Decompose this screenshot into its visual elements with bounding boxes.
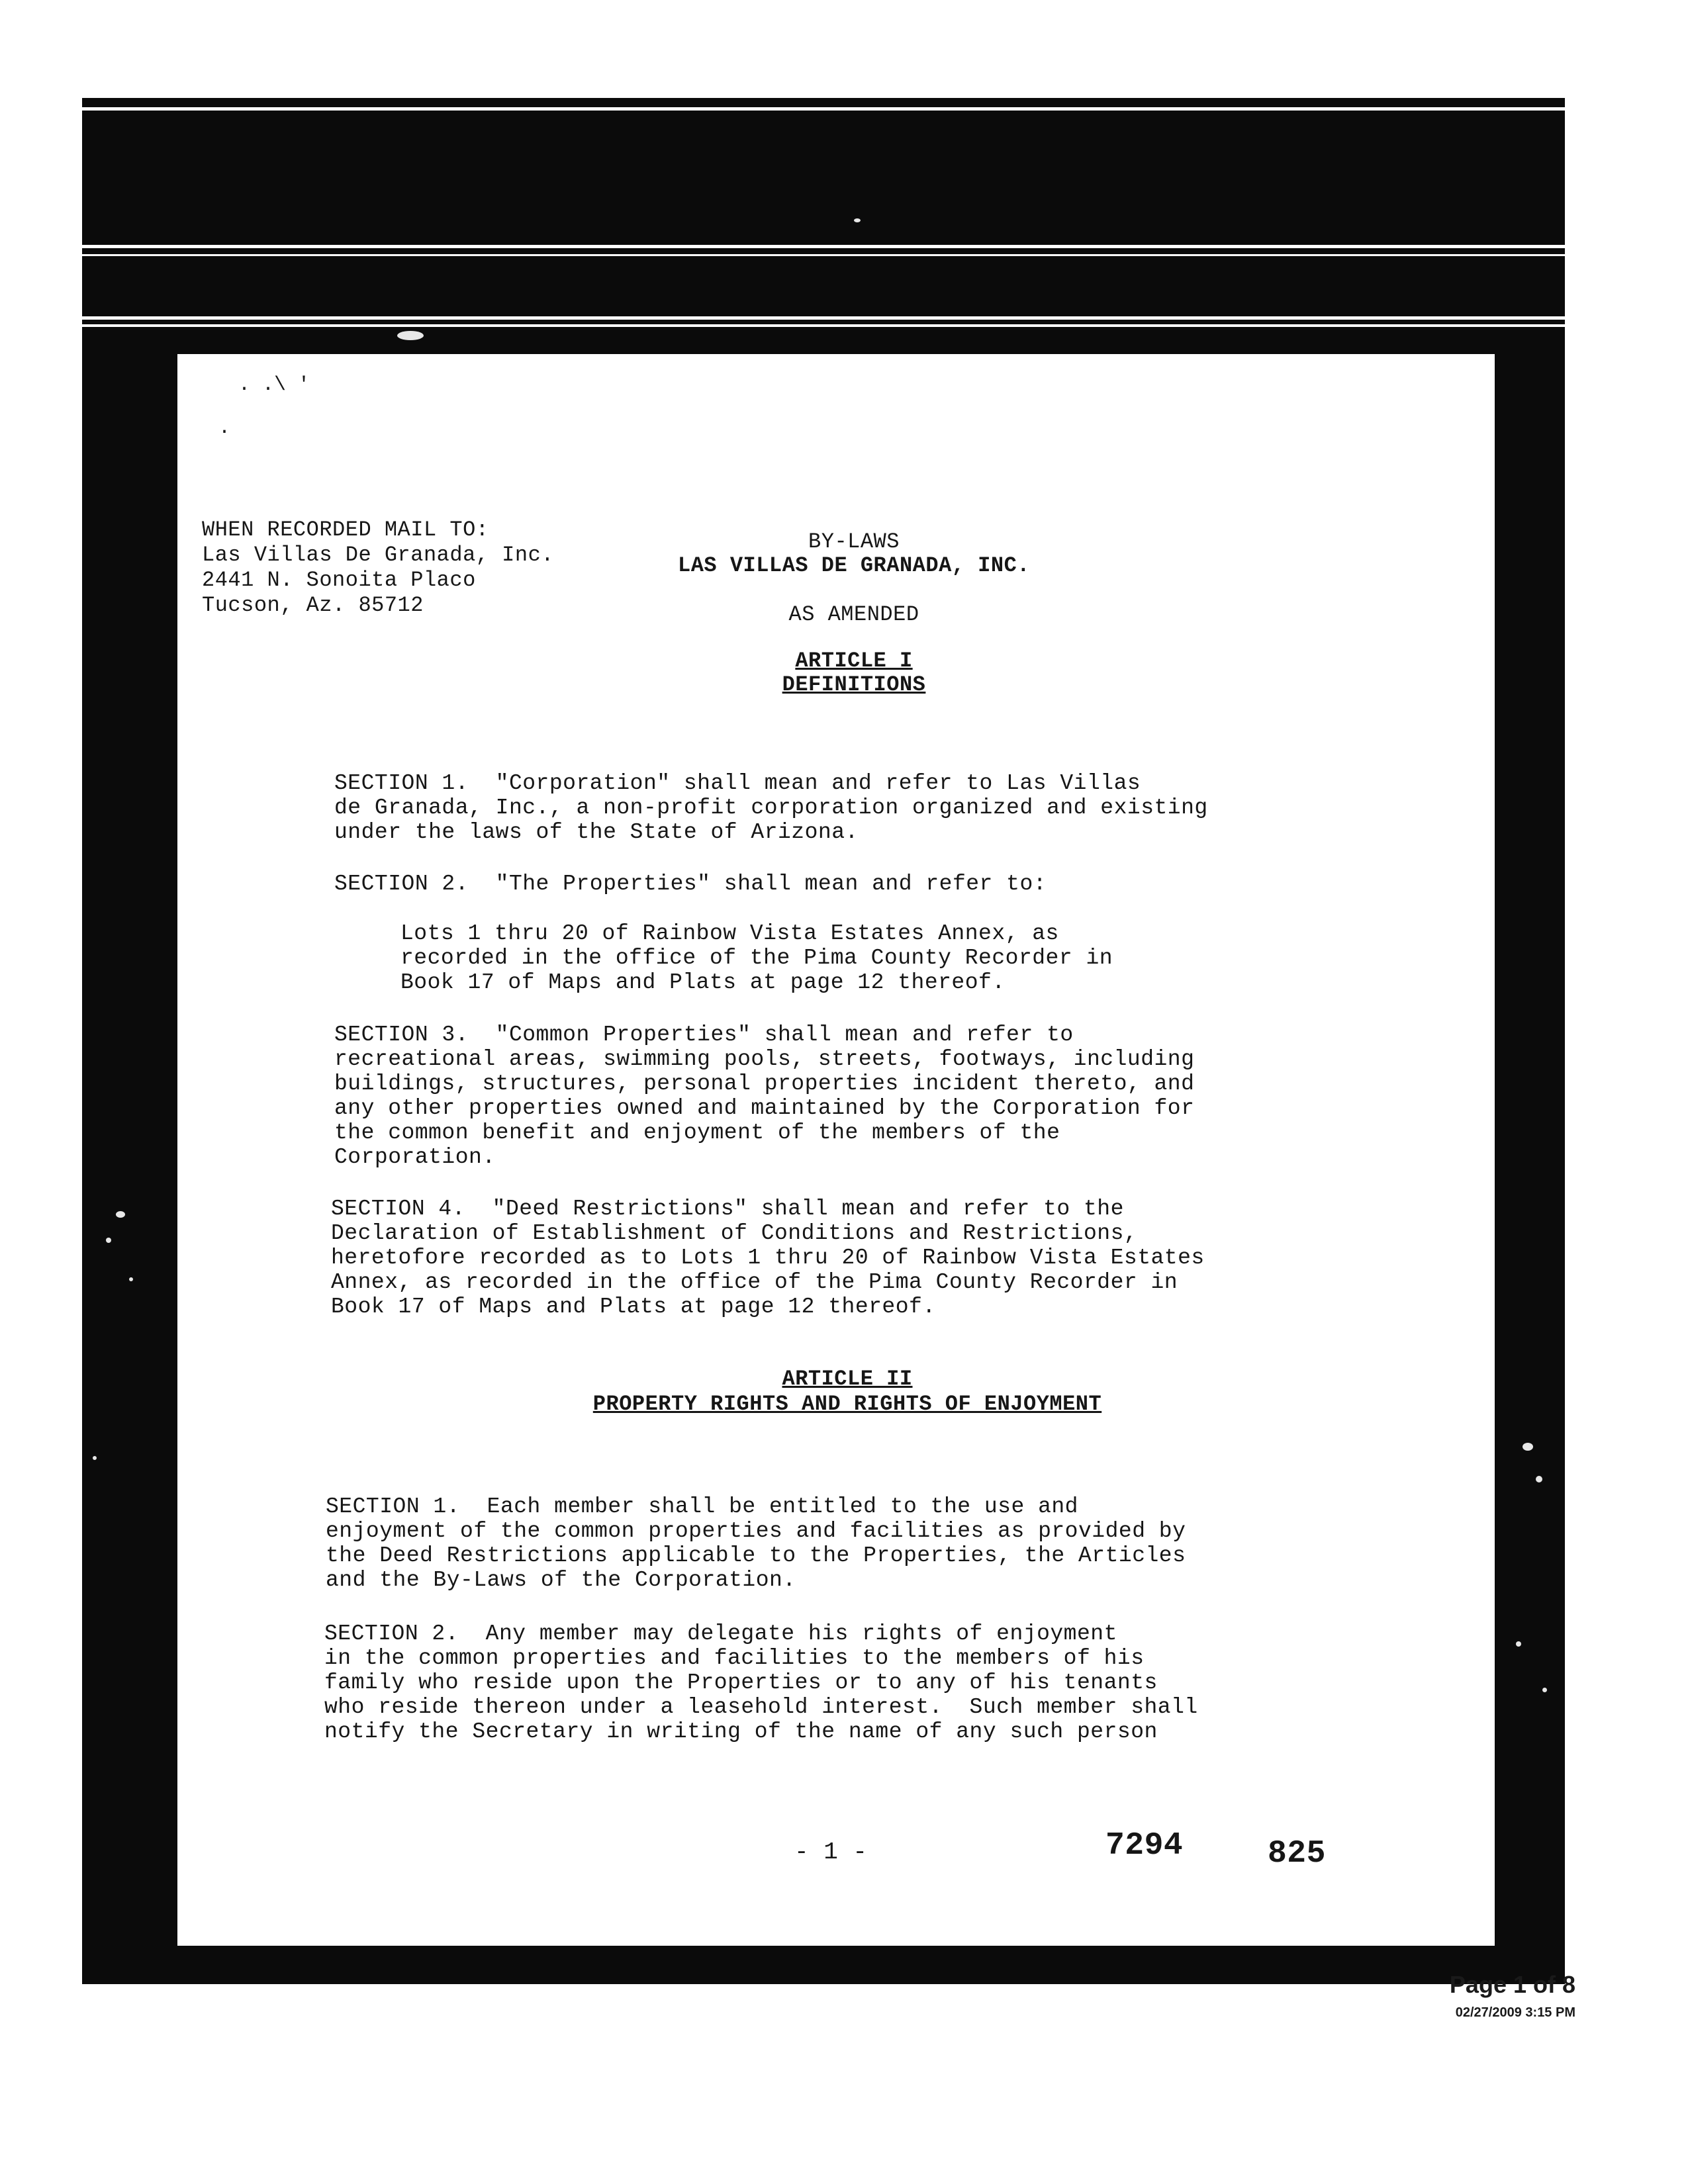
scan-band-line <box>82 316 1565 320</box>
recording-book-number: 7294 <box>1105 1828 1184 1864</box>
scan-speck <box>116 1211 125 1218</box>
article-2-section-2: SECTION 2. Any member may delegate his rights of enjoyment in the common properties and facilities to the members of his family who reside upon the Properties or to any of his tenants who reside thereon under a leasehold interest. Such member shall notify the Secretary in writing of the name of any such person <box>324 1621 1198 1744</box>
scan-speck <box>854 218 861 222</box>
article-1-section-2-quote: Lots 1 thru 20 of Rainbow Vista Estates Annex, as recorded in the office of the Pima County Recorder in Book 17 of Maps and Plats at page 12 thereof. <box>400 921 1113 995</box>
article-1-section-1: SECTION 1. "Corporation" shall mean and refer to Las Villas de Granada, Inc., a non-profit corporation organized and existing under the laws of the State of Arizona. <box>334 771 1208 844</box>
recording-page-number: 825 <box>1268 1836 1326 1872</box>
article-1-section-3: SECTION 3. "Common Properties" shall mean and refer to recreational areas, swimming pools, streets, footways, including buildings, structures, personal properties incident thereto, and any other properties owned and maintained by the Corporation for the common benefit and enjoyment of the members of the Corporation. <box>334 1023 1195 1169</box>
organization-name: LAS VILLAS DE GRANADA, INC. <box>678 553 1030 578</box>
article-2-section-1: SECTION 1. Each member shall be entitled to the use and enjoyment of the common properties and facilities as provided by the Deed Restrictions applicable to the Properties, the Articles and the By-Laws of the Corporation. <box>326 1494 1186 1592</box>
scan-speck <box>1542 1688 1547 1692</box>
scan-speck <box>397 331 424 340</box>
scan-speck <box>93 1456 97 1460</box>
scan-band-line <box>82 107 1565 111</box>
page-number: - 1 - <box>794 1839 868 1866</box>
article-1-heading: ARTICLE I <box>795 649 913 673</box>
scan-speck <box>129 1277 133 1281</box>
scan-band-line <box>82 324 1565 327</box>
article-1-section-4: SECTION 4. "Deed Restrictions" shall mean and refer to the Declaration of Establishment of Conditions and Restrictions, heretofore recorded as to Lots 1 thru 20 of Rainbow Vista Estates Annex, as recorded in the office of the Pima County Recorder in Book 17 of Maps and Plats at page 12 thereof. <box>331 1197 1205 1319</box>
amended-label: AS AMENDED <box>788 602 919 627</box>
scan-speck <box>1536 1476 1542 1482</box>
print-timestamp: 02/27/2009 3:15 PM <box>1455 2005 1575 2020</box>
scan-band-line <box>82 245 1565 248</box>
article-2-subheading: PROPERTY RIGHTS AND RIGHTS OF ENJOYMENT <box>592 1392 1102 1416</box>
scan-speck <box>1523 1443 1533 1451</box>
scan-speck <box>1516 1641 1521 1647</box>
scan-mark: . <box>218 417 231 439</box>
article-1-subheading: DEFINITIONS <box>782 672 926 697</box>
scan-speck <box>106 1238 111 1243</box>
scan-band-line <box>82 254 1565 256</box>
document-title: BY-LAWS <box>808 529 900 554</box>
article-1-section-2: SECTION 2. "The Properties" shall mean and refer to: <box>334 872 1047 896</box>
page-counter: Page 1 of 8 <box>1449 1971 1575 1998</box>
article-2-heading: ARTICLE II <box>782 1367 913 1391</box>
scan-mark: . .\ ' <box>238 374 310 396</box>
mail-to-address: WHEN RECORDED MAIL TO: Las Villas De Granada, Inc. 2441 N. Sonoita Placo Tucson, Az. 85712 <box>202 518 554 617</box>
